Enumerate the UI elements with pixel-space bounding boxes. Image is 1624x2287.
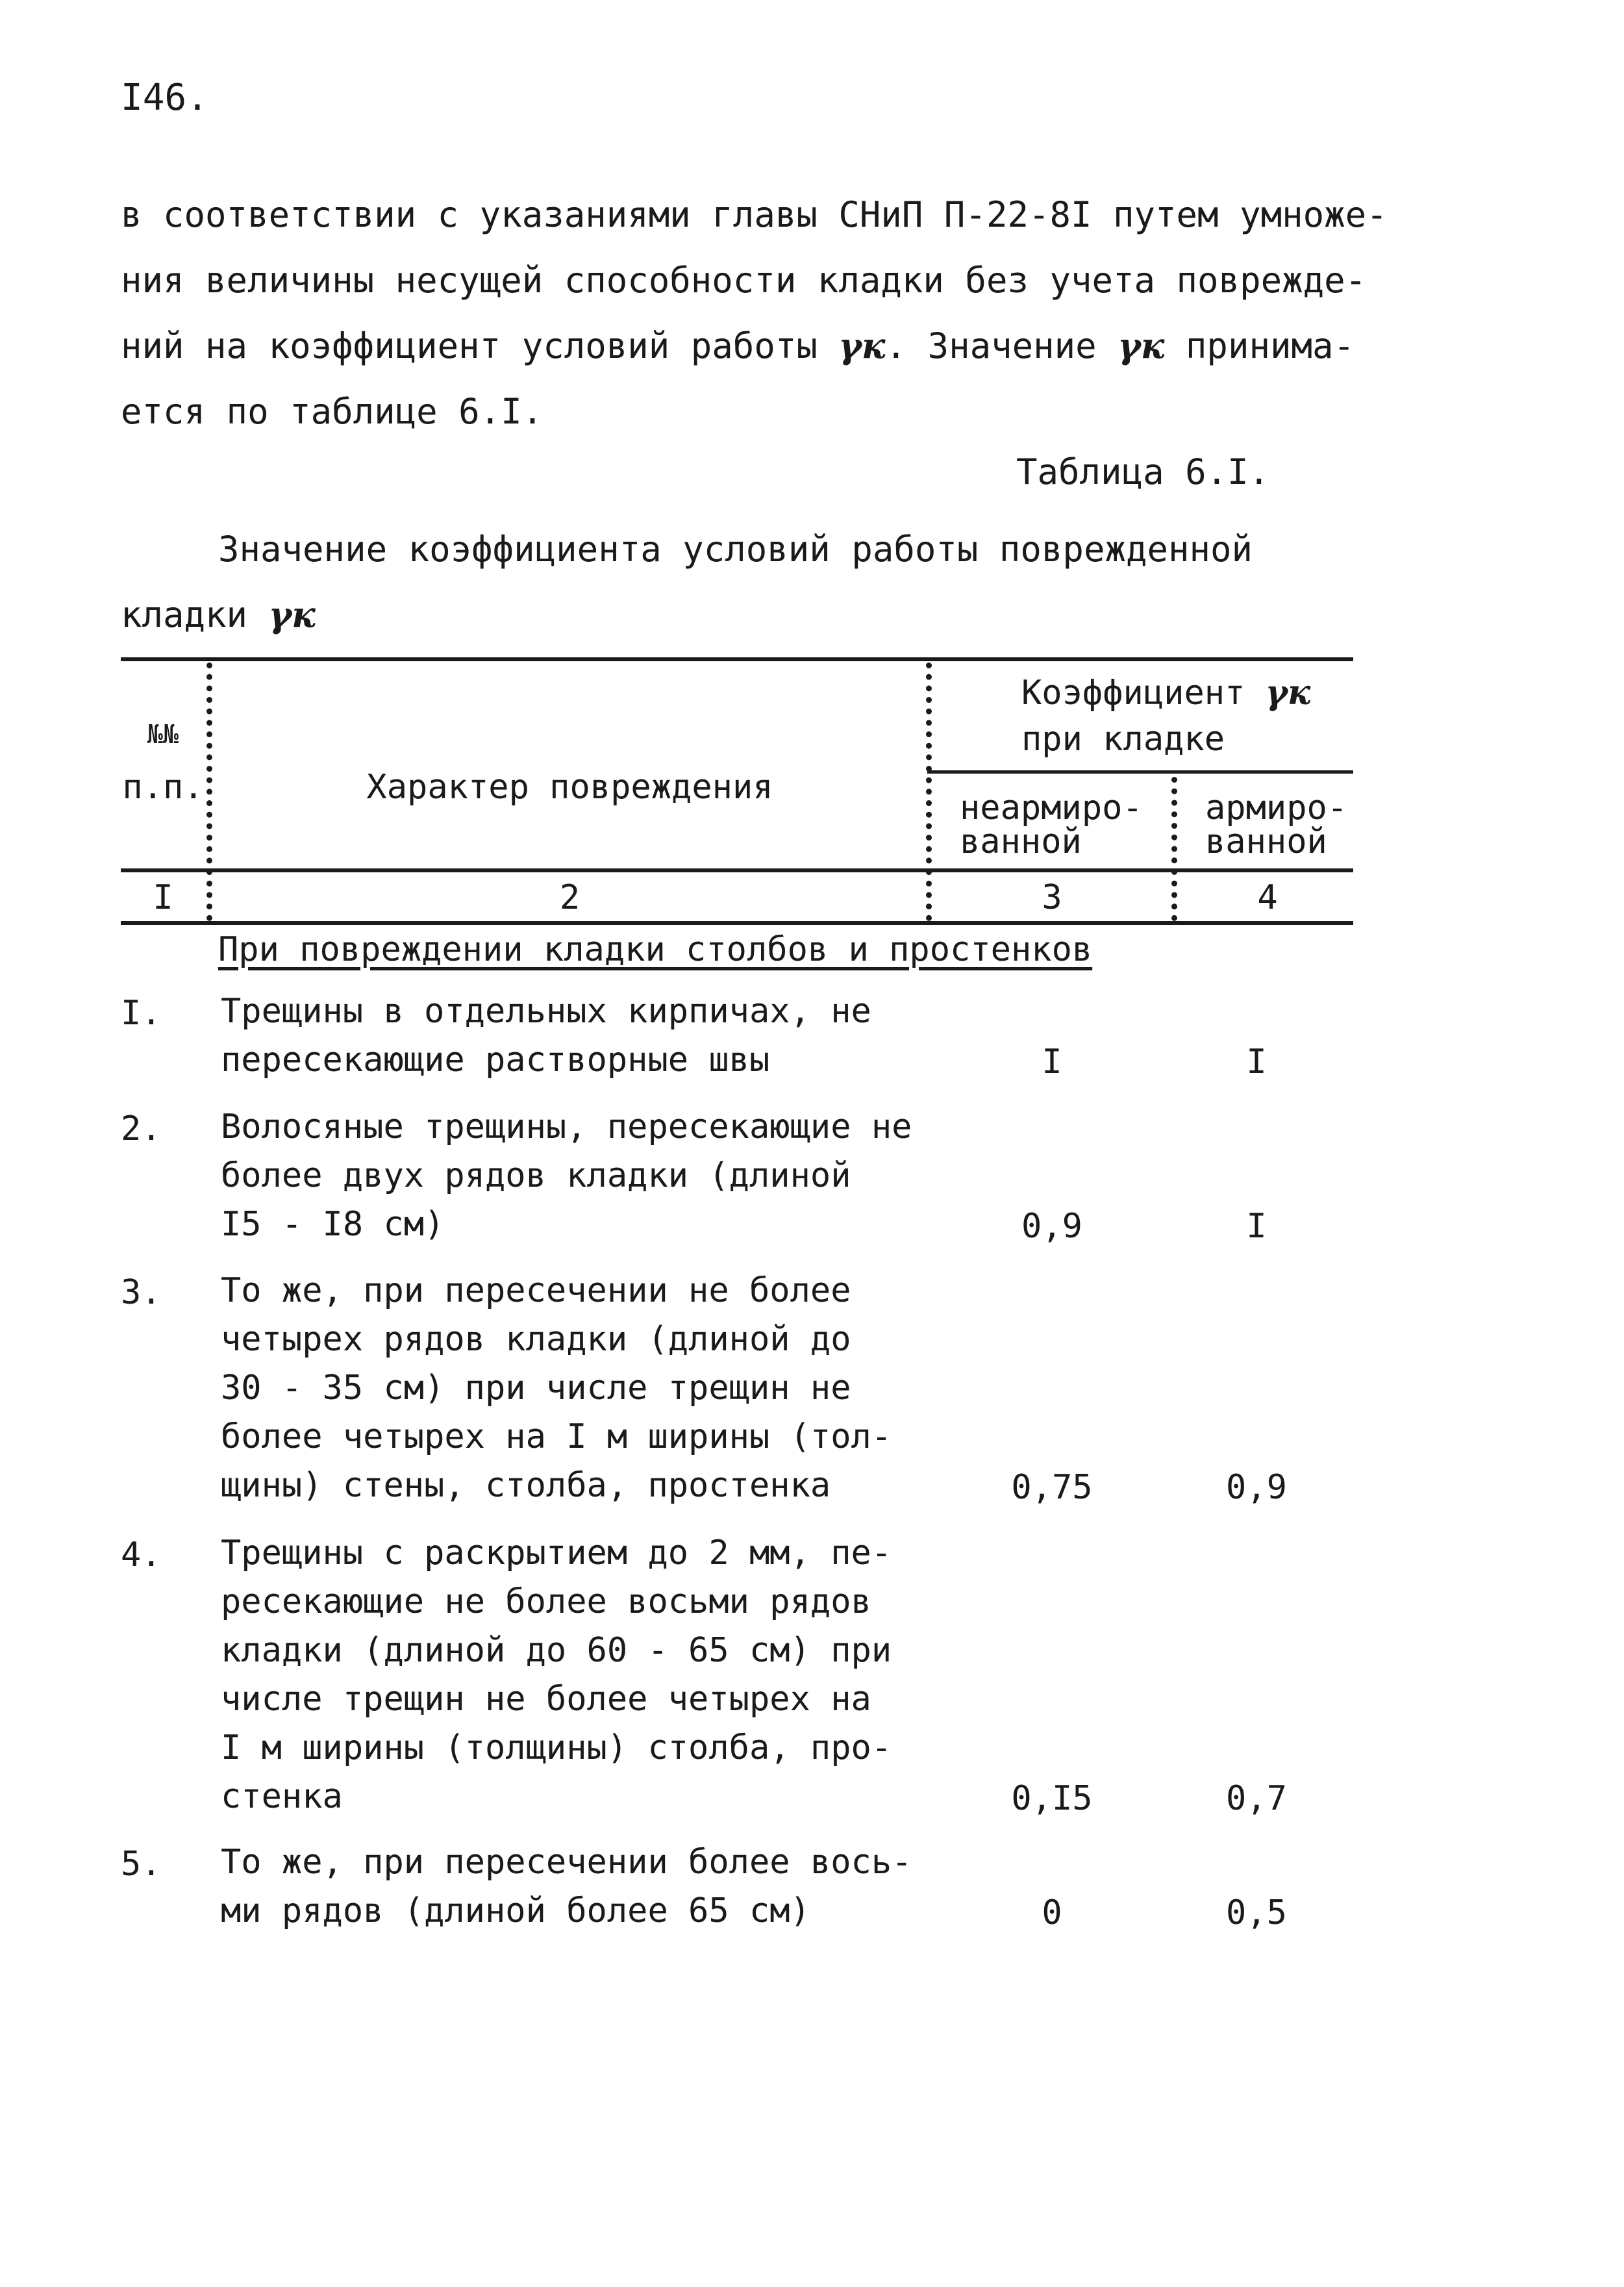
row-unreinforced-value: I [1042, 1042, 1062, 1081]
header-unreinforced-line1: неармиро- [960, 789, 1143, 828]
intro-line: в соответствии с указаниями главы СНиП П-22-8I путем умноже- [121, 194, 1388, 235]
section-heading: При повреждении кладки столбов и простенков [218, 930, 1093, 969]
row-unreinforced-value: 0,I5 [1011, 1779, 1093, 1818]
row-description-line: щины) стены, столба, простенка [221, 1466, 831, 1505]
row-unreinforced-value: 0,75 [1011, 1468, 1093, 1507]
table-title-text: кладки [121, 594, 248, 635]
row-reinforced-value: 0,7 [1226, 1779, 1287, 1818]
header-num-line1: №№ [147, 720, 179, 750]
page-number: I46. [121, 77, 208, 119]
intro-line-text: ний на коэффициент условий работы [121, 325, 818, 366]
row-description-line: ми рядов (длиной более 65 см) [221, 1891, 810, 1930]
intro-line: ния величины несущей способности кладки без учета поврежде- [121, 260, 1367, 301]
row-description [221, 987, 871, 1085]
row-reinforced-value: 0,9 [1226, 1468, 1287, 1507]
row-description-line: I м ширины (толщины) столба, про- [221, 1728, 892, 1767]
header-reinforced-line2: ванной [1205, 822, 1327, 861]
header-bottom-rule [121, 868, 1353, 872]
column-separator [206, 663, 212, 921]
row-description-line: Волосяные трещины, пересекающие не [221, 1107, 912, 1146]
header-coefficient-line1 [1021, 673, 1310, 713]
table-top-rule [121, 657, 1353, 661]
row-description [221, 1103, 912, 1249]
row-number: 5. [121, 1845, 162, 1884]
row-reinforced-value: I [1246, 1207, 1267, 1246]
row-description-line: Трещины в отдельных кирпичах, не [221, 992, 871, 1031]
row-description-line: кладки (длиной до 60 - 65 см) при [221, 1631, 892, 1670]
row-number: 4. [121, 1535, 162, 1574]
header-unreinforced-line2: ванной [960, 822, 1082, 861]
header-character: Характер повреждения [366, 768, 773, 807]
header-reinforced-line1: армиро- [1205, 789, 1348, 828]
table-title [121, 516, 1355, 648]
row-description-line: 30 - 35 см) при числе трещин не [221, 1369, 851, 1408]
row-description-line: То же, при пересечении не более [221, 1271, 851, 1310]
header-coefficient-text: Коэффициент [1021, 674, 1245, 713]
gamma-symbol: γк [1265, 673, 1311, 713]
table-title-line [121, 582, 1355, 648]
row-reinforced-value: 0,5 [1226, 1893, 1287, 1932]
column-number-3: 3 [1042, 878, 1062, 917]
row-number: 3. [121, 1273, 162, 1312]
column-number-1: I [153, 878, 173, 917]
column-number-2: 2 [559, 878, 581, 917]
row-description-line: I5 - I8 см) [221, 1205, 445, 1244]
row-description-line: четырех рядов кладки (длиной до [221, 1320, 851, 1359]
table-label: Таблица 6.I. [1016, 451, 1270, 492]
gamma-symbol: γк [1118, 325, 1165, 366]
row-description-line: числе трещин не более четырех на [221, 1680, 871, 1719]
row-description-line: пересекающие растворные швы [221, 1041, 770, 1080]
column-number-4: 4 [1257, 878, 1278, 917]
header-num-line2: п.п. [122, 768, 204, 807]
row-reinforced-value: I [1246, 1042, 1267, 1081]
row-number: 2. [121, 1109, 162, 1148]
row-description [221, 1267, 892, 1510]
table-title-line: Значение коэффициента условий работы поврежденной [218, 529, 1253, 570]
row-description [221, 1529, 892, 1821]
column-numbers-rule [121, 921, 1353, 925]
row-number: I. [121, 994, 162, 1033]
intro-line-text: принима- [1185, 325, 1355, 366]
row-description-line: Трещины с раскрытием до 2 мм, пе- [221, 1534, 892, 1573]
column-separator [1171, 777, 1177, 921]
row-description [221, 1838, 912, 1936]
row-description-line: более четырех на I м ширины (тол- [221, 1417, 892, 1456]
row-description-line: То же, при пересечении более вось- [221, 1843, 912, 1882]
row-unreinforced-value: 0,9 [1021, 1207, 1082, 1246]
header-split-rule [927, 770, 1353, 774]
row-description-line: стенка [221, 1777, 343, 1816]
intro-line [121, 313, 1355, 379]
intro-line-text: . Значение [885, 325, 1097, 366]
row-unreinforced-value: 0 [1042, 1893, 1062, 1932]
gamma-symbol: γк [838, 325, 886, 366]
column-separator [926, 663, 932, 921]
row-description-line: ресекающие не более восьми рядов [221, 1582, 871, 1621]
intro-line: ется по таблице 6.I. [121, 391, 543, 432]
gamma-symbol: γк [268, 594, 316, 635]
intro-paragraph [121, 182, 1388, 444]
row-description-line: более двух рядов кладки (длиной [221, 1156, 851, 1195]
header-coefficient-line2: при кладке [1021, 720, 1225, 759]
